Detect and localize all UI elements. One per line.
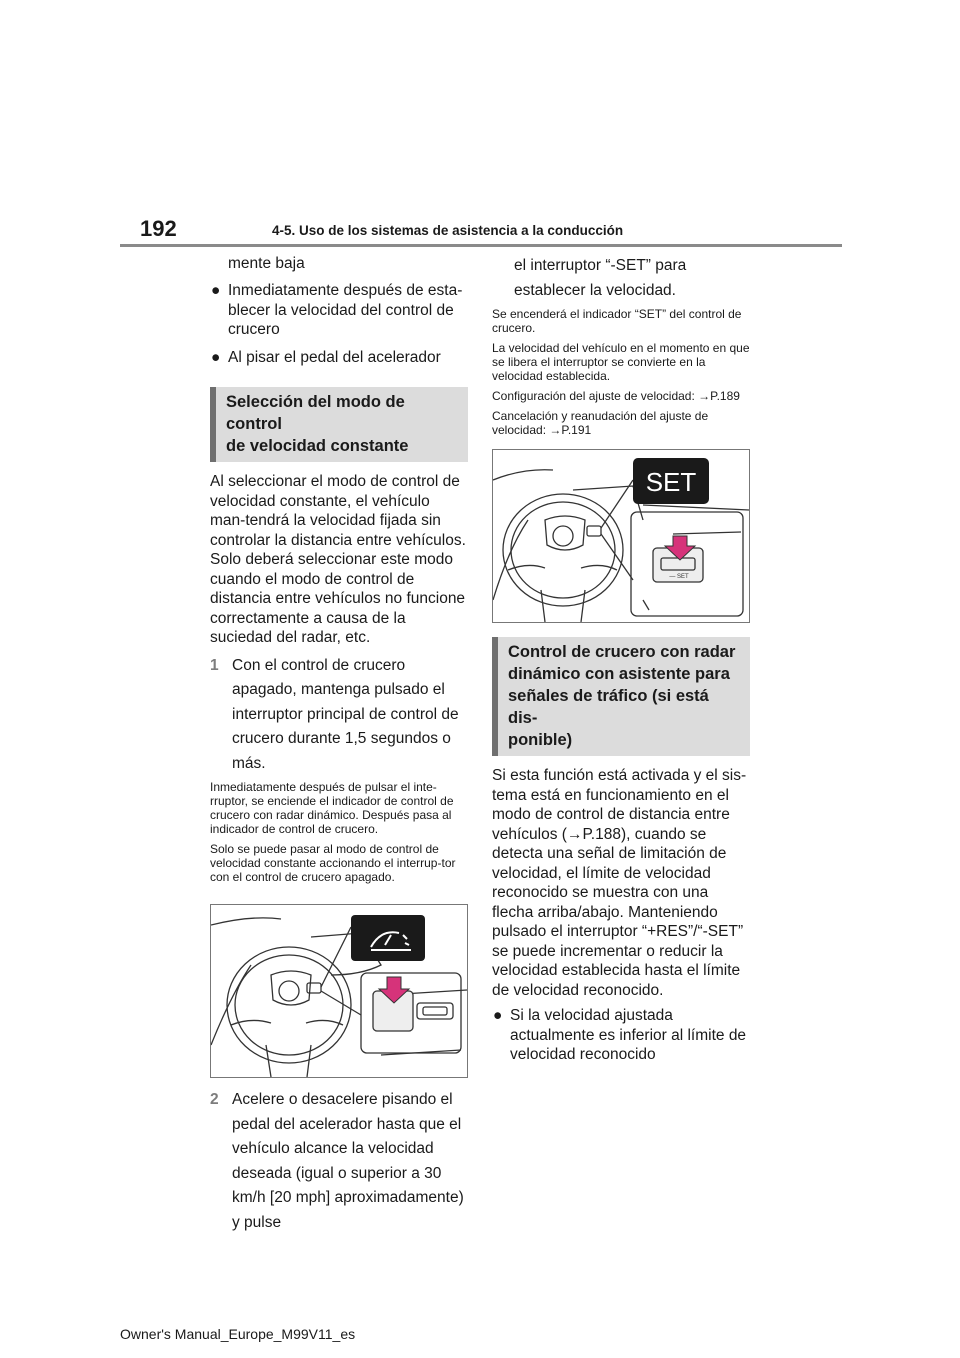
bullet-dot-icon: ●	[211, 348, 221, 366]
bullet-dot-icon: ●	[211, 282, 221, 299]
left-column	[210, 254, 468, 1239]
note-text: Inmediatamente después de pulsar el inte-rruptor, se enciende el indicador de control de crucero con radar dinámico. Después pasa al indicador de control de crucero.	[210, 780, 454, 836]
body-paragraph: Al seleccionar el modo de control de velocidad constante, el vehículo man-tendrá la velocidad fijada sin controlar la distancia entre vehículos. Solo deberá seleccionar este modo cuando el modo de control de distancia entre vehículos no funcione correctamente a causa de la suciedad del radar, etc.	[210, 473, 466, 646]
step-number: 2	[210, 1091, 219, 1108]
bullet-item	[210, 281, 468, 340]
bullet-text: Al pisar el pedal del acelerador	[228, 348, 441, 366]
bullet-item	[492, 1006, 750, 1065]
step-text: Con el control de crucero apagado, mantenga pulsado el interruptor principal de control de crucero durante 1,5 segundos o más.	[232, 656, 459, 772]
steering-wheel-illustration	[211, 905, 467, 1077]
set-switch-label: — SET	[669, 574, 689, 580]
step-2-continued	[492, 254, 750, 303]
note-text: La velocidad del vehículo en el momento en que se libera el interruptor se convierte en la velocidad establecida.	[492, 341, 750, 383]
section-heading-radar-cruise	[492, 637, 750, 756]
heading-line: señales de tráfico (si está dis-	[508, 687, 709, 727]
heading-line: ponible)	[508, 731, 573, 749]
bullet-dot-icon: ●	[493, 1007, 503, 1024]
set-indicator-label: SET	[645, 467, 697, 497]
bullet-item	[210, 348, 468, 368]
footer-text: Owner's Manual_Europe_M99V11_es	[120, 1326, 356, 1342]
note-text: Solo se puede pasar al modo de control de velocidad constante accionando el interrup-tor con el control de crucero apagado.	[210, 842, 456, 884]
section-heading-constant-speed	[210, 387, 468, 462]
heading-line: Selección del modo de control	[226, 393, 405, 433]
step-text: el interruptor “-SET” para establecer la velocidad.	[514, 257, 687, 299]
steering-wheel-set-illustration	[493, 450, 749, 622]
page-number: 192	[140, 216, 177, 241]
figure-cruise-mode-switch	[210, 904, 468, 1078]
step-text: Acelere o desacelere pisando el pedal del acelerador hasta que el vehículo alcance la velocidad deseada (igual o superior a 30 km/h [20 mph] aproximadamente) y pulse	[232, 1091, 464, 1231]
right-column	[492, 254, 750, 1073]
header-rule	[120, 244, 842, 247]
body-paragraph: Si esta función está activada y el sis-tema está en funcionamiento en el modo de control de distancia entre vehículos (→P.188), cuando se detecta una señal de limitación de velocidad, el límite de velocidad reconocido se muestra con una flecha arriba/abajo. Manteniendo pulsado el interruptor “+RES”/“-SET” se puede incrementar o reducir la velocidad establecida hasta el límite de velocidad reconocido.	[492, 767, 747, 999]
note-text: Cancelación y reanudación del ajuste de velocidad: →P.191	[492, 409, 709, 437]
section-title: 4-5. Uso de los sistemas de asistencia a la conducción	[272, 223, 624, 238]
bullet-text: Si la velocidad ajustada actualmente es inferior al límite de velocidad reconocido	[510, 1007, 747, 1063]
continued-text: mente baja	[228, 255, 305, 272]
step-number: 1	[210, 656, 219, 674]
step-1	[210, 654, 468, 777]
note-text: Configuración del ajuste de velocidad: →P.189	[492, 389, 740, 403]
bullet-text: Inmediatamente después de esta-blecer la velocidad del control de crucero	[228, 282, 463, 338]
indicator-box	[351, 915, 425, 961]
step-2	[210, 1088, 468, 1235]
heading-line: Control de crucero con radar	[508, 643, 736, 661]
heading-line: de velocidad constante	[226, 437, 409, 455]
note-text: Se encenderá el indicador “SET” del control de crucero.	[492, 307, 742, 335]
figure-set-switch	[492, 449, 750, 623]
heading-line: dinámico con asistente para	[508, 665, 730, 683]
